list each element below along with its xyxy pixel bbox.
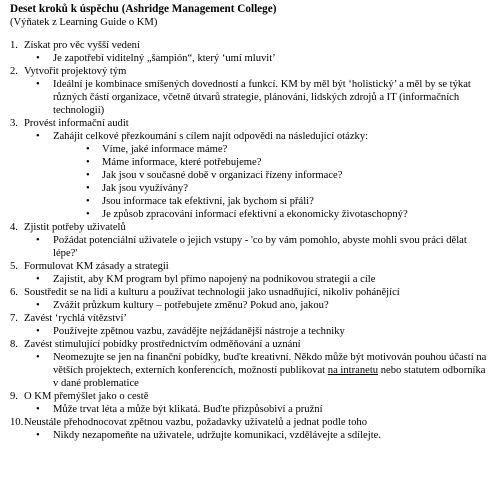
bullet-list bbox=[24, 403, 488, 416]
bullet-text: Zajistit, aby KM program byl přímo napojený na podnikovou strategii a cíle bbox=[53, 274, 376, 285]
bullet-icon: • bbox=[36, 131, 40, 142]
step-number: 6. bbox=[10, 287, 18, 298]
bullet-text: Požádat potenciální uživatele o jejich vstupy - 'co by vám pomohlo, abyste mohli svou práci dělat lépe?' bbox=[53, 235, 467, 259]
step-item bbox=[10, 338, 488, 390]
step-item bbox=[10, 65, 488, 117]
sub-bullet-text: Je způsob zpracování informací efektivní a ekonomicky životaschopný? bbox=[102, 209, 408, 220]
bullet-item bbox=[24, 403, 488, 416]
bullet-item bbox=[24, 351, 488, 390]
sub-bullet-icon: • bbox=[86, 144, 90, 155]
bullet-text-part: nebo statutem odborníka v dané problematice bbox=[53, 365, 486, 389]
bullet-icon: • bbox=[36, 79, 40, 90]
bullet-icon: • bbox=[36, 300, 40, 311]
bullet-item bbox=[24, 299, 488, 312]
step-item bbox=[10, 416, 488, 442]
bullet-item bbox=[24, 130, 488, 221]
bullet-list bbox=[24, 78, 488, 117]
step-item bbox=[10, 260, 488, 286]
step-number: 8. bbox=[10, 339, 18, 350]
sub-bullet-item bbox=[53, 208, 488, 221]
bullet-icon: • bbox=[36, 274, 40, 285]
sub-bullet-text: Víme, jaké informace máme? bbox=[102, 144, 228, 155]
bullet-list bbox=[24, 299, 488, 312]
sub-bullet-text: Jak jsou využívány? bbox=[102, 183, 188, 194]
step-heading: Zavést stimulující pobídky prostřednictvím odměňování a uznání bbox=[24, 339, 301, 350]
step-heading: Formulovat KM zásady a strategii bbox=[24, 261, 169, 272]
step-item bbox=[10, 286, 488, 312]
sub-bullet-list bbox=[53, 143, 488, 221]
sub-bullet-icon: • bbox=[86, 183, 90, 194]
sub-bullet-icon: • bbox=[86, 196, 90, 207]
bullet-item bbox=[24, 234, 488, 260]
step-heading: Provést informační audit bbox=[24, 118, 129, 129]
step-heading: Získat pro věc vyšší vedení bbox=[24, 40, 140, 51]
bullet-list bbox=[24, 52, 488, 65]
document-title: Deset kroků k úspěchu (Ashridge Management College) bbox=[10, 3, 277, 15]
step-number: 2. bbox=[10, 66, 18, 77]
bullet-icon: • bbox=[36, 235, 40, 246]
step-item bbox=[10, 312, 488, 338]
step-item bbox=[10, 390, 488, 416]
bullet-list bbox=[24, 273, 488, 286]
document bbox=[10, 3, 488, 442]
step-heading: Neustále přehodnocovat zpětnou vazbu, požadavky uživatelů a jednat podle toho bbox=[24, 417, 367, 428]
sub-bullet-item bbox=[53, 143, 488, 156]
step-number: 9. bbox=[10, 391, 18, 402]
step-number: 5. bbox=[10, 261, 18, 272]
bullet-text: Nikdy nezapomeňte na uživatele, udržujte komunikaci, vzdělávejte a sdílejte. bbox=[53, 430, 381, 441]
step-heading: O KM přemýšlet jako o cestě bbox=[24, 391, 149, 402]
bullet-icon: • bbox=[36, 404, 40, 415]
sub-bullet-text: Jsou informace tak efektivní, jak bychom si přáli? bbox=[102, 196, 314, 207]
sub-bullet-item bbox=[53, 182, 488, 195]
bullet-item bbox=[24, 273, 488, 286]
document-subtitle: (Výňatek z Learning Guide o KM) bbox=[10, 17, 158, 28]
bullet-list bbox=[24, 234, 488, 260]
sub-bullet-text: Máme informace, které potřebujeme? bbox=[102, 157, 262, 168]
step-heading: Vytvořit projektový tým bbox=[24, 66, 127, 77]
sub-bullet-icon: • bbox=[86, 209, 90, 220]
bullet-item bbox=[24, 325, 488, 338]
bullet-icon: • bbox=[36, 53, 40, 64]
bullet-item bbox=[24, 78, 488, 117]
sub-bullet-text: Jak jsou v současné době v organizaci řízeny informace? bbox=[102, 170, 343, 181]
step-number: 10. bbox=[10, 417, 24, 428]
step-heading: Zjistit potřeby uživatelů bbox=[24, 222, 126, 233]
bullet-list bbox=[24, 351, 488, 390]
bullet-text: Je zapotřebí viditelný „šampión“, který ‘umí mluvit’ bbox=[53, 53, 276, 64]
sub-bullet-item bbox=[53, 156, 488, 169]
bullet-icon: • bbox=[36, 430, 40, 441]
bullet-text: Může trvat léta a může být klikatá. Buďte přizpůsobiví a pružní bbox=[53, 404, 323, 415]
bullet-item bbox=[24, 52, 488, 65]
bullet-list bbox=[24, 429, 488, 442]
step-item bbox=[10, 117, 488, 221]
bullet-text-part: Neomezujte se jen na finanční pobídky, buďte kreativní. Někdo může být motivován pouhou účastí na větších projektech, externích konferencích, možností publikovat bbox=[53, 352, 487, 376]
sub-bullet-item bbox=[53, 195, 488, 208]
step-item bbox=[10, 221, 488, 260]
bullet-text: Ideální je kombinace smíšených dovedností a funkcí. KM by měl být ‘holistický’ a měl by se týkat různých částí organizace, včetně útvarů strategie, plánování, lidských zdrojů a IT (informačních technologií) bbox=[53, 79, 471, 116]
step-number: 3. bbox=[10, 118, 18, 129]
steps-list bbox=[10, 39, 488, 442]
bullet-text: Zvážit průzkum kultury – potřebujete změnu? Pokud ano, jakou? bbox=[53, 300, 329, 311]
sub-bullet-item bbox=[53, 169, 488, 182]
bullet-list bbox=[24, 325, 488, 338]
bullet-list bbox=[24, 130, 488, 221]
step-number: 7. bbox=[10, 313, 18, 324]
bullet-item bbox=[24, 429, 488, 442]
step-number: 4. bbox=[10, 222, 18, 233]
sub-bullet-icon: • bbox=[86, 157, 90, 168]
bullet-text bbox=[53, 352, 486, 389]
intranet-underlined-text: na intranetu bbox=[327, 365, 379, 376]
sub-bullet-icon: • bbox=[86, 170, 90, 181]
bullet-icon: • bbox=[36, 352, 40, 363]
step-heading: Zavést ‘rychlá vítězství’ bbox=[24, 313, 127, 324]
step-number: 1. bbox=[10, 40, 18, 51]
step-heading: Soustředit se na lidi a kulturu a používat technologii jako usnadňující, nikoliv pohánějící bbox=[24, 287, 400, 298]
bullet-text: Zahájit celkové přezkoumání s cílem najít odpovědi na následující otázky: bbox=[53, 131, 369, 142]
bullet-text: Používejte zpětnou vazbu, zavádějte nejžádanější nástroje a techniky bbox=[53, 326, 345, 337]
bullet-icon: • bbox=[36, 326, 40, 337]
step-item bbox=[10, 39, 488, 65]
